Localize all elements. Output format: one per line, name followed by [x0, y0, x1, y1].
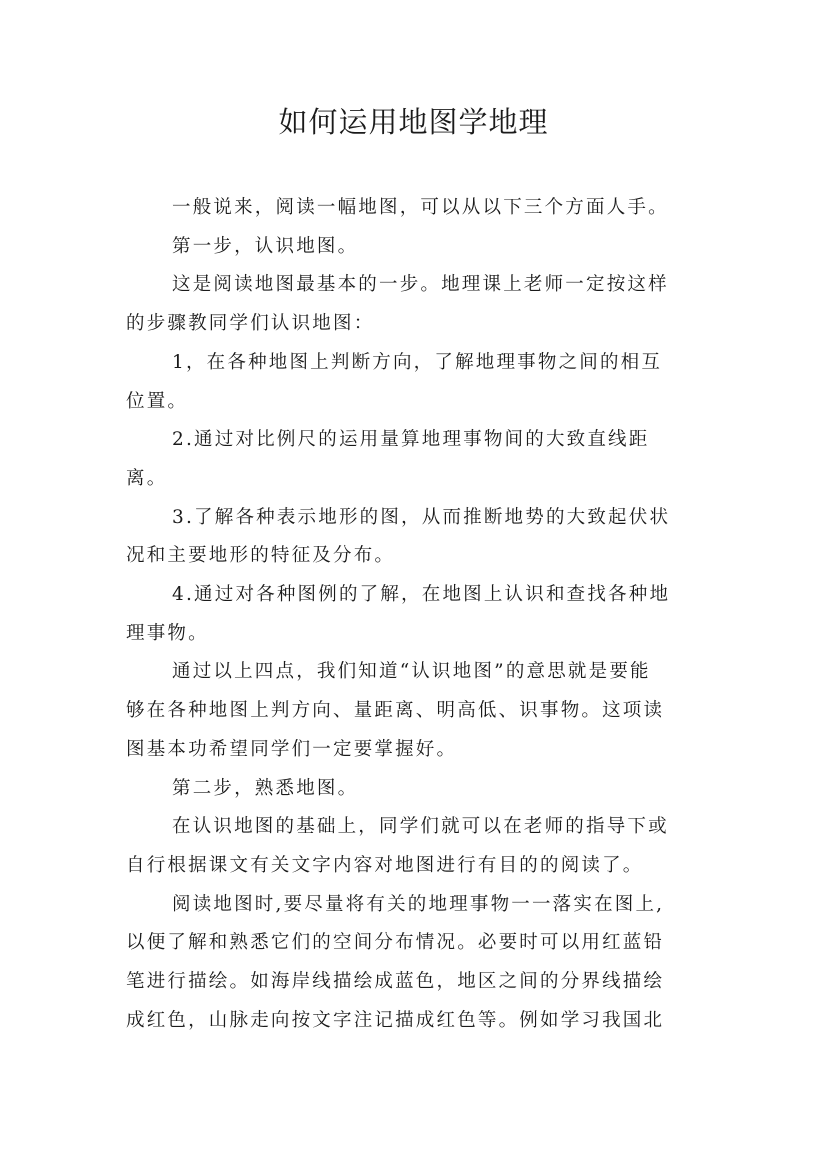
paragraph [126, 344, 711, 421]
document-body [126, 189, 711, 1040]
document-title: 如何运用地图学地理 [278, 105, 549, 139]
paragraph-line: 一般说来，阅读一幅地图，可以从以下三个方面人手。 [172, 197, 669, 218]
paragraph-line: 第二步，熟悉地图。 [172, 777, 359, 799]
paragraph-line: 况和主要地形的特征及分布。 [126, 545, 396, 567]
paragraph-line: 以便了解和熟悉它们的空间分布情况。必要时可以用红蓝铅 [126, 932, 665, 954]
paragraph-line: 理事物。 [126, 622, 209, 644]
paragraph [126, 808, 711, 885]
paragraph-line: 笔进行描绘。如海岸线描绘成蓝色，地区之间的分界线描绘 [126, 971, 665, 993]
paragraph [126, 228, 711, 267]
paragraph-line: 1，在各种地图上判断方向，了解地理事物之间的相互 [172, 351, 663, 373]
paragraph-line: 通过以上四点，我们知道“认识地图”的意思就是要能 [172, 661, 651, 683]
paragraph-line: 自行根据课文有关文字内容对地图进行有目的的阅读了。 [126, 854, 644, 876]
paragraph-line: 3.了解各种表示地形的图，从而推断地势的大致起伏状 [172, 506, 671, 528]
paragraph-line: 在认识地图的基础上，同学们就可以在老师的指导下或 [172, 816, 669, 838]
paragraph [126, 266, 711, 343]
paragraph [126, 576, 711, 653]
paragraph-line: 这是阅读地图最基本的一步。地理课上老师一定按这样 [172, 274, 669, 296]
paragraph [126, 770, 711, 809]
paragraph-line: 离。 [126, 467, 168, 489]
paragraph [126, 653, 711, 769]
paragraph [126, 421, 711, 498]
paragraph-line: 位置。 [126, 390, 189, 412]
paragraph [126, 499, 711, 576]
paragraph-line: 的步骤教同学们认识地图： [126, 313, 375, 335]
paragraph-line: 2.通过对比例尺的运用量算地理事物间的大致直线距 [172, 429, 650, 451]
paragraph-line: 成红色，山脉走向按文字注记描成红色等。例如学习我国北 [126, 1009, 665, 1031]
paragraph [126, 189, 711, 228]
paragraph-line: 阅读地图时,要尽量将有关的地理事物一一落实在图上, [172, 893, 665, 915]
paragraph [126, 886, 711, 1041]
paragraph-line: 4.通过对各种图例的了解，在地图上认识和查找各种地 [172, 584, 671, 606]
paragraph-line: 够在各种地图上判方向、量距离、明高低、识事物。这项读 [126, 700, 665, 722]
paragraph-line: 图基本功希望同学们一定要掌握好。 [126, 738, 458, 760]
paragraph-line: 第一步，认识地图。 [172, 235, 359, 257]
